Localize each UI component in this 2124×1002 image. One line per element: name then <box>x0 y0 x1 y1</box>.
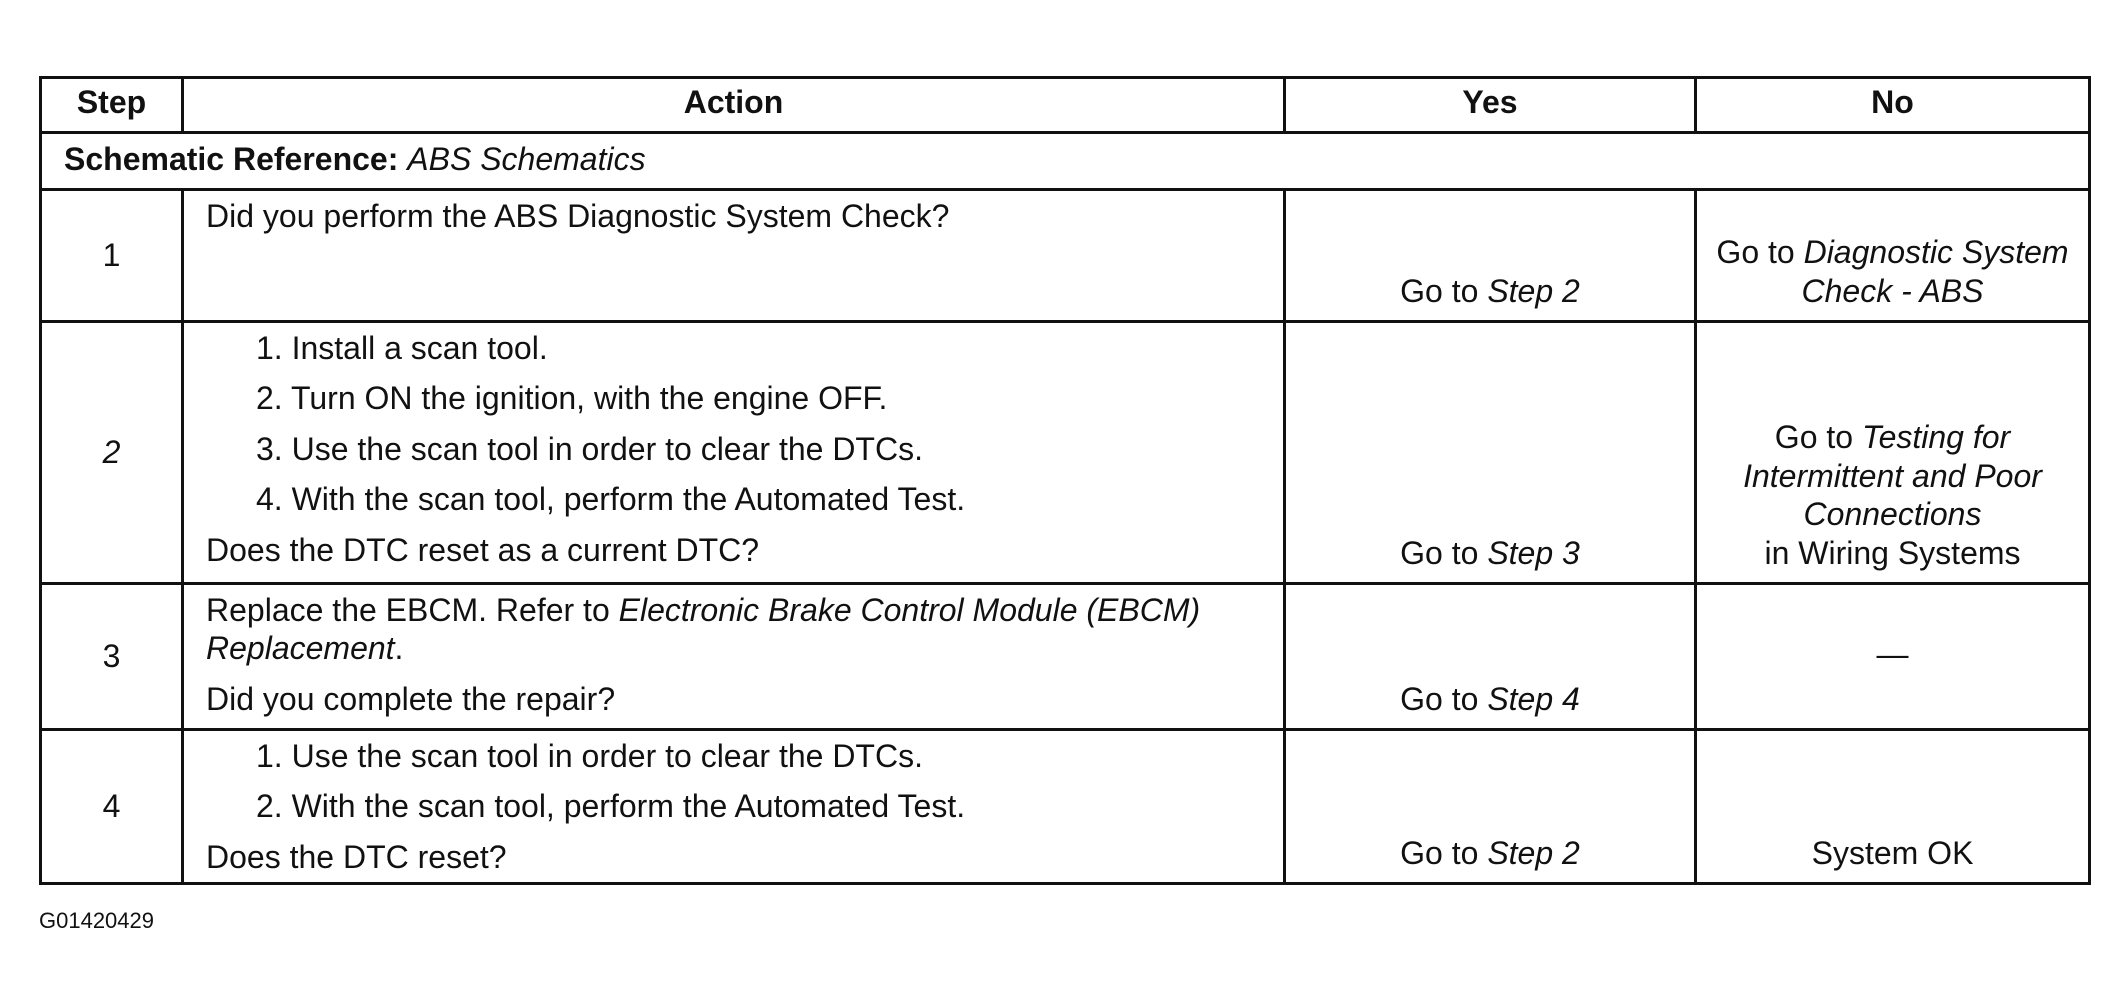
table-row <box>41 584 2090 730</box>
action-end: . <box>394 630 404 667</box>
header-action: Action <box>183 78 1285 133</box>
action-question: Did you complete the repair? <box>206 680 616 717</box>
no-prefix: Go to <box>1716 234 1795 271</box>
diagnostic-table <box>39 76 2091 885</box>
action-steps-list <box>206 329 1261 519</box>
no-cell: — <box>1696 584 2090 730</box>
action-question: Did you perform the ABS Diagnostic System Check? <box>206 198 950 234</box>
yes-prefix: Go to <box>1400 680 1479 717</box>
action-cell <box>183 190 1285 322</box>
no-link[interactable]: Testing for Intermittent and Poor Connections <box>1743 419 2042 533</box>
action-steps-list <box>206 737 1261 826</box>
header-no: No <box>1696 78 2090 133</box>
no-prefix: Go to <box>1774 419 1854 456</box>
no-cell <box>1696 322 2090 584</box>
no-cell: System OK <box>1696 730 2090 884</box>
list-item: 4. With the scan tool, perform the Automated Test. <box>256 481 966 518</box>
action-cell <box>183 730 1285 884</box>
yes-step-link[interactable]: Step 2 <box>1487 272 1580 309</box>
no-cell <box>1696 190 2090 322</box>
step-number: 4 <box>41 730 183 884</box>
action-cell <box>183 584 1285 730</box>
yes-cell <box>1285 322 1696 584</box>
action-question: Does the DTC reset as a current DTC? <box>206 531 760 568</box>
yes-step-link[interactable]: Step 3 <box>1487 534 1580 571</box>
list-item: 1. Install a scan tool. <box>256 330 548 366</box>
step-number: 1 <box>41 190 183 322</box>
yes-step-link[interactable]: Step 4 <box>1487 680 1580 717</box>
yes-cell <box>1285 190 1696 322</box>
no-link[interactable]: Diagnostic System Check - ABS <box>1801 234 2069 309</box>
list-item: 2. With the scan tool, perform the Automated Test. <box>256 788 966 825</box>
figure-id: G01420429 <box>39 908 154 933</box>
yes-prefix: Go to <box>1400 834 1479 871</box>
table-row <box>41 322 2090 584</box>
schematic-reference-link[interactable]: ABS Schematics <box>407 141 646 177</box>
list-item: 1. Use the scan tool in order to clear the DTCs. <box>256 738 923 774</box>
header-yes: Yes <box>1285 78 1696 133</box>
step-number: 3 <box>41 584 183 730</box>
yes-step-link[interactable]: Step 2 <box>1487 834 1580 871</box>
yes-prefix: Go to <box>1400 272 1479 309</box>
action-prefix: Replace the EBCM. Refer to <box>206 592 610 628</box>
yes-cell <box>1285 584 1696 730</box>
header-step: Step <box>41 78 183 133</box>
step-number: 2 <box>41 322 183 584</box>
action-text <box>206 591 1261 668</box>
table-row <box>41 190 2090 322</box>
no-suffix: in Wiring Systems <box>1764 534 2021 571</box>
schematic-reference-row <box>41 133 2090 190</box>
schematic-reference-cell <box>41 133 2090 190</box>
list-item: 2. Turn ON the ignition, with the engine OFF. <box>256 380 888 417</box>
list-item: 3. Use the scan tool in order to clear the DTCs. <box>256 430 923 467</box>
yes-cell <box>1285 730 1696 884</box>
header-row <box>41 78 2090 133</box>
action-question: Does the DTC reset? <box>206 838 507 875</box>
action-link[interactable]: Electronic Brake Control Module (EBCM) Replacement <box>206 592 1201 667</box>
schematic-reference-label: Schematic Reference: <box>64 141 399 177</box>
action-cell <box>183 322 1285 584</box>
table-row <box>41 730 2090 884</box>
yes-prefix: Go to <box>1400 534 1479 571</box>
